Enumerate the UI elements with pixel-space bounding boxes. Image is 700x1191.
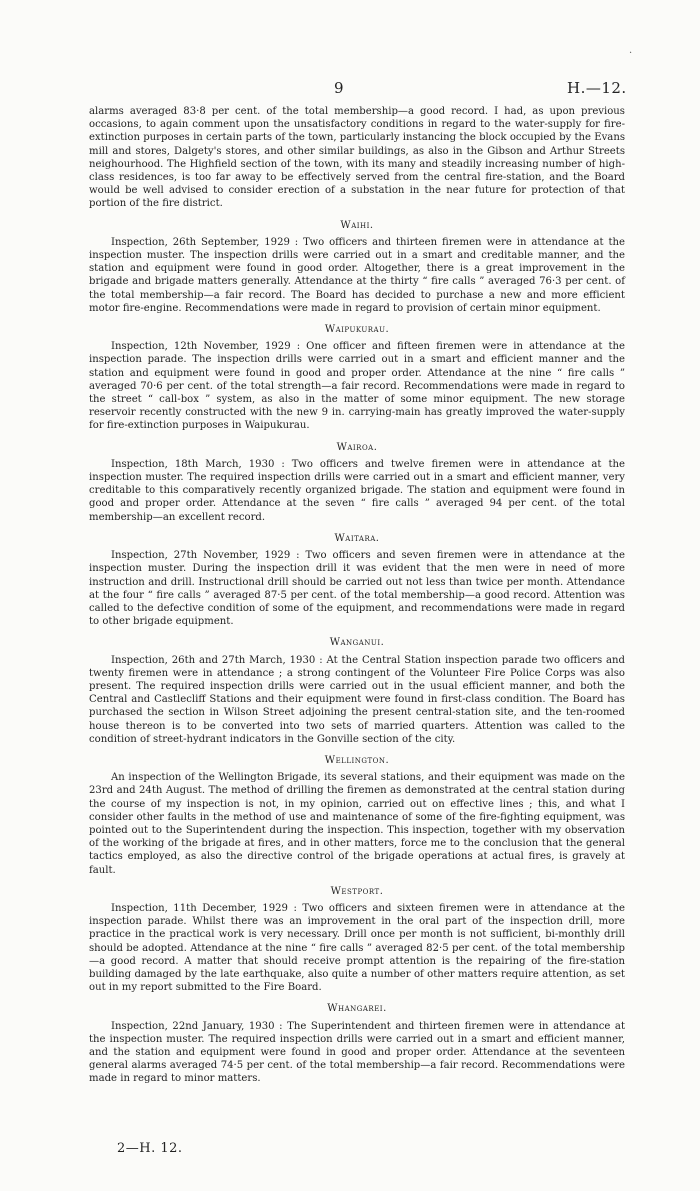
section-heading-waihi: Waihi.: [340, 219, 374, 231]
section-text-wellington: An inspection of the Wellington Brigade, its several stations, and their equipment was made on the 23rd and 24th August. The method of drilling the firemen as demonstrated at the central station during the course of my inspection is not, in my opinion, carried out on effective lines ; this, and what I consider other faults in the method of use and maintenance of some of the fire-fighting equipment, was pointed out to the Superintendent during the inspection. This inspection, together with my observation of the working of the brigade at fires, and in other matters, force me to the conclusion that the general tactics employed, as also the directive control of the brigade operations at actual fires, is gravely at fault.: [89, 772, 625, 876]
section-heading-wairoa: Wairoa.: [336, 441, 378, 453]
page-number: 9: [334, 79, 344, 97]
document-reference: H.—12.: [567, 79, 627, 97]
section-text-waitara: Inspection, 27th November, 1929 : Two officers and seven firemen were in attendance at the inspection muster. During the inspection drill it was evident that the men were in need of more instruction and drill. Instructional drill should be carried out not less than twice per month. Attendance at the four “ fire calls ” averaged 87·5 per cent. of the total membership—a good record. Attention was called to the defective condition of some of the equipment, and recommendations were made in regard to other brigade equipment.: [89, 550, 625, 628]
section-heading-waipukurau: Waipukurau.: [324, 324, 390, 336]
section-heading-waitara: Waitara.: [334, 532, 380, 544]
section-text-wairoa: Inspection, 18th March, 1930 : Two officers and twelve firemen were in attendance at the inspection muster. The required inspection drills were carried out in a smart and efficient manner, very creditable to this comparatively recently organized brigade. The station and equipment were found in good and proper order. Attendance at the seven “ fire calls ” averaged 94 per cent. of the total membership—an excellent record.: [89, 458, 625, 523]
section-text-waipukurau: Inspection, 12th November, 1929 : One officer and fifteen firemen were in attendance at the inspection parade. The inspection drills were carried out in a smart and efficient manner and the station and equipment were found in good and proper order. Attendance at the nine “ fire calls ” averaged 70·6 per cent. of the total strength—a fair record. Recommendations were made in regard to the street “ call-box ” system, as also in the matter of some minor equipment. The new storage reservoir recently constructed with the new 9 in. carrying-main has greatly improved the water-supply for fire-extinction purposes in Waipukurau.: [89, 341, 625, 432]
footer-signature: 2—H. 12.: [117, 1141, 183, 1156]
section-heading-whangarei: Whangarei.: [327, 1003, 387, 1015]
section-text-wanganui: Inspection, 26th and 27th March, 1930 : At the Central Station inspection parade two officers and twenty firemen were in attendance ; a strong contingent of the Volunteer Fire Police Corps was also present. The required inspection drills were carried out in the usual efficient manner, and both the Central and Castlecliff Stations and their equipment were found in first-class condition. The Board has purchased the section in Wilson Street adjoining the present central-station site, and the ten-roomed house thereon is to be converted into two sets of married quarters. Attention was called to the condition of street-hydrant indicators in the Gonville section of the city.: [89, 654, 625, 745]
section-text-whangarei: Inspection, 22nd January, 1930 : The Superintendent and thirteen firemen were in attendance at the inspection muster. The required inspection drills were carried out in a smart and efficient manner, and the station and equipment were found in good and proper order. Attendance at the seventeen general alarms averaged 74·5 per cent. of the total membership—a fair record. Recommendations were made in regard to minor matters.: [89, 1020, 625, 1085]
intro-paragraph: alarms averaged 83·8 per cent. of the total membership—a good record. I had, as upon previous occasions, to again comment upon the unsatisfactory conditions in regard to the water-supply for fire-extinction purposes in certain parts of the town, particularly instancing the block occupied by the Evans mill and stores, Dalgety's stores, and other similar buildings, as also in the Gibson and Arthur Streets neighourhood. The Highfield section of the town, with its many and steadily increasing number of high-class residences, is too far away to be effectively served from the central fire-station, and the Board would be well advised to consider erection of a substation in the near future for protection of that portion of the fire district.: [89, 106, 625, 210]
page-corner-mark: ·: [629, 48, 633, 59]
section-heading-westport: Westport.: [330, 885, 384, 897]
section-heading-wanganui: Wanganui.: [329, 637, 385, 649]
section-text-waihi: Inspection, 26th September, 1929 : Two officers and thirteen firemen were in attendance at the inspection muster. The inspection drills were carried out in a smart and creditable manner, and the station and equipment were found in good order. Altogether, there is a great improvement in the brigade and brigade matters generally. Attendance at the thirty “ fire calls ” averaged 76·3 per cent. of the total membership—a fair record. The Board has decided to purchase a new and more efficient motor fire-engine. Recommendations were made in regard to provision of certain minor equipment.: [89, 236, 625, 314]
document-body: [89, 105, 625, 1088]
section-text-westport: Inspection, 11th December, 1929 : Two officers and sixteen firemen were in attendance at the inspection parade. Whilst there was an improvement in the oral part of the inspection drill, more practice in the practical work is very necessary. Drill once per month is not sufficient, bi-monthly drill should be adopted. Attendance at the nine “ fire calls ” averaged 82·5 per cent. of the total membership—a good record. A matter that should receive prompt attention is the repairing of the fire-station building damaged by the late earthquake, also quite a number of other matters require attention, as set out in my report submitted to the Fire Board.: [89, 902, 625, 994]
section-heading-wellington: Wellington.: [324, 754, 390, 766]
